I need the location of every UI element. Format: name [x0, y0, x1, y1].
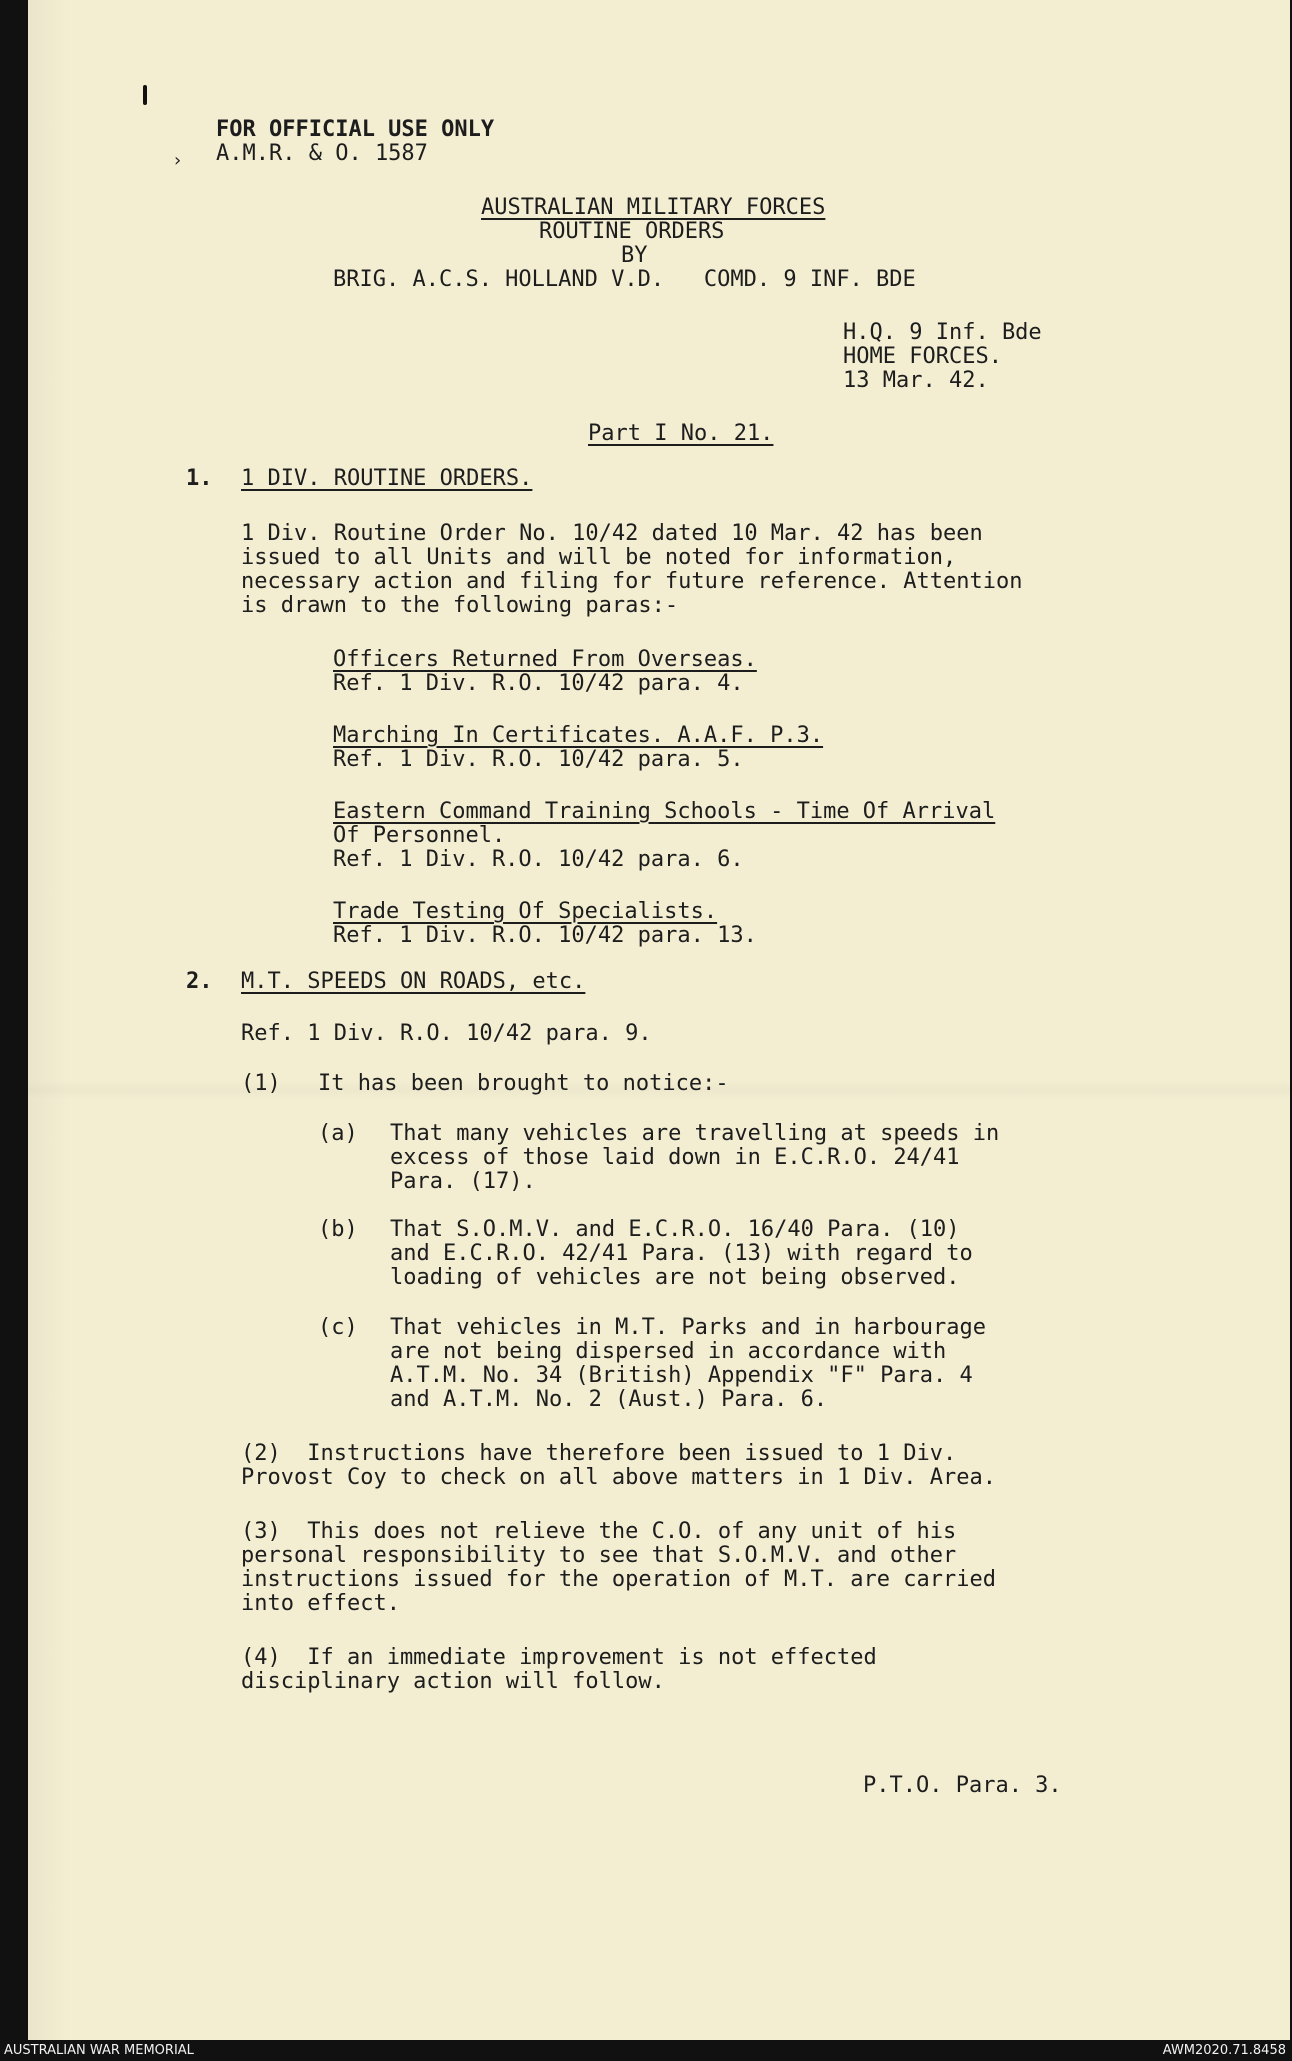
sub-c-line: and A.T.M. No. 2 (Aust.) Para. 6. — [390, 1387, 828, 1412]
sub-c-line: That vehicles in M.T. Parks and in harbourage — [390, 1315, 987, 1340]
item-title: Trade Testing Of Specialists. — [333, 899, 718, 924]
section-1-body-line: 1 Div. Routine Order No. 10/42 dated 10 Mar. 42 has been — [241, 521, 983, 546]
item-title: Marching In Certificates. A.A.F. P.3. — [333, 723, 824, 748]
archive-name: AUSTRALIAN WAR MEMORIAL — [4, 2043, 194, 2058]
para-3-line: (3) This does not relieve the C.O. of any unit of his — [241, 1519, 957, 1544]
para-4-line: disciplinary action will follow. — [241, 1669, 665, 1694]
section-1-body-line: necessary action and filing for future reference. Attention — [241, 569, 1023, 594]
sub-a-line: excess of those laid down in E.C.R.O. 24/41 — [390, 1145, 960, 1170]
section-1-heading: 1 DIV. ROUTINE ORDERS. — [241, 466, 533, 491]
item-ref: Ref. 1 Div. R.O. 10/42 para. 13. — [333, 923, 757, 948]
sub-b-line: loading of vehicles are not being observed. — [390, 1265, 960, 1290]
archive-id: AWM2020.71.8458 — [1162, 2043, 1286, 2058]
para-3-line: instructions issued for the operation of M.T. are carried — [241, 1567, 996, 1592]
order-reference: A.M.R. & O. 1587 — [216, 141, 428, 166]
classification-line: FOR OFFICIAL USE ONLY — [216, 117, 495, 142]
sub-c-label: (c) — [318, 1315, 358, 1340]
sub-a-line: Para. (17). — [390, 1169, 536, 1194]
item-title-continued: Of Personnel. — [333, 823, 506, 848]
title-line-3: BY — [621, 243, 648, 268]
section-2-ref: Ref. 1 Div. R.O. 10/42 para. 9. — [241, 1021, 652, 1046]
para-1-label: (1) — [241, 1071, 281, 1096]
para-2-line: (2) Instructions have therefore been issued to 1 Div. — [241, 1441, 957, 1466]
item-ref: Ref. 1 Div. R.O. 10/42 para. 6. — [333, 847, 744, 872]
sub-a-label: (a) — [318, 1121, 358, 1146]
para-3-line: into effect. — [241, 1591, 400, 1616]
sub-b-line: That S.O.M.V. and E.C.R.O. 16/40 Para. (10) — [390, 1217, 960, 1242]
sub-a-line: That many vehicles are travelling at speeds in — [390, 1121, 1000, 1146]
section-2-heading: M.T. SPEEDS ON ROADS, etc. — [241, 969, 586, 994]
margin-mark — [143, 85, 147, 105]
document-page — [28, 0, 1290, 2040]
part-number: Part I No. 21. — [588, 421, 774, 446]
pto-note: P.T.O. Para. 3. — [863, 1773, 1062, 1798]
section-1-body-line: issued to all Units and will be noted for information, — [241, 545, 957, 570]
sub-b-line: and E.C.R.O. 42/41 Para. (13) with regard to — [390, 1241, 973, 1266]
section-2-number: 2. — [186, 969, 213, 994]
title-line-2: ROUTINE ORDERS — [539, 219, 725, 244]
pencil-tick: › — [174, 150, 182, 171]
item-title: Officers Returned From Overseas. — [333, 647, 757, 672]
item-title: Eastern Command Training Schools - Time Of Arrival — [333, 799, 996, 824]
para-1-text: It has been brought to notice:- — [318, 1071, 729, 1096]
address-line-3: 13 Mar. 42. — [843, 368, 989, 393]
item-ref: Ref. 1 Div. R.O. 10/42 para. 5. — [333, 747, 744, 772]
para-3-line: personal responsibility to see that S.O.M.V. and other — [241, 1543, 957, 1568]
title-line-4: BRIG. A.C.S. HOLLAND V.D. COMD. 9 INF. BDE — [333, 267, 916, 292]
section-1-body-line: is drawn to the following paras:- — [241, 593, 679, 618]
para-4-line: (4) If an immediate improvement is not effected — [241, 1645, 877, 1670]
sub-b-label: (b) — [318, 1217, 358, 1242]
title-line-1: AUSTRALIAN MILITARY FORCES — [481, 195, 826, 220]
archive-footer — [0, 2040, 1292, 2061]
section-1-number: 1. — [186, 466, 213, 491]
para-2-line: Provost Coy to check on all above matters in 1 Div. Area. — [241, 1465, 996, 1490]
sub-c-line: A.T.M. No. 34 (British) Appendix "F" Para. 4 — [390, 1363, 973, 1388]
sub-c-line: are not being dispersed in accordance with — [390, 1339, 947, 1364]
address-line-2: HOME FORCES. — [843, 344, 1002, 369]
address-line-1: H.Q. 9 Inf. Bde — [843, 320, 1042, 345]
item-ref: Ref. 1 Div. R.O. 10/42 para. 4. — [333, 671, 744, 696]
